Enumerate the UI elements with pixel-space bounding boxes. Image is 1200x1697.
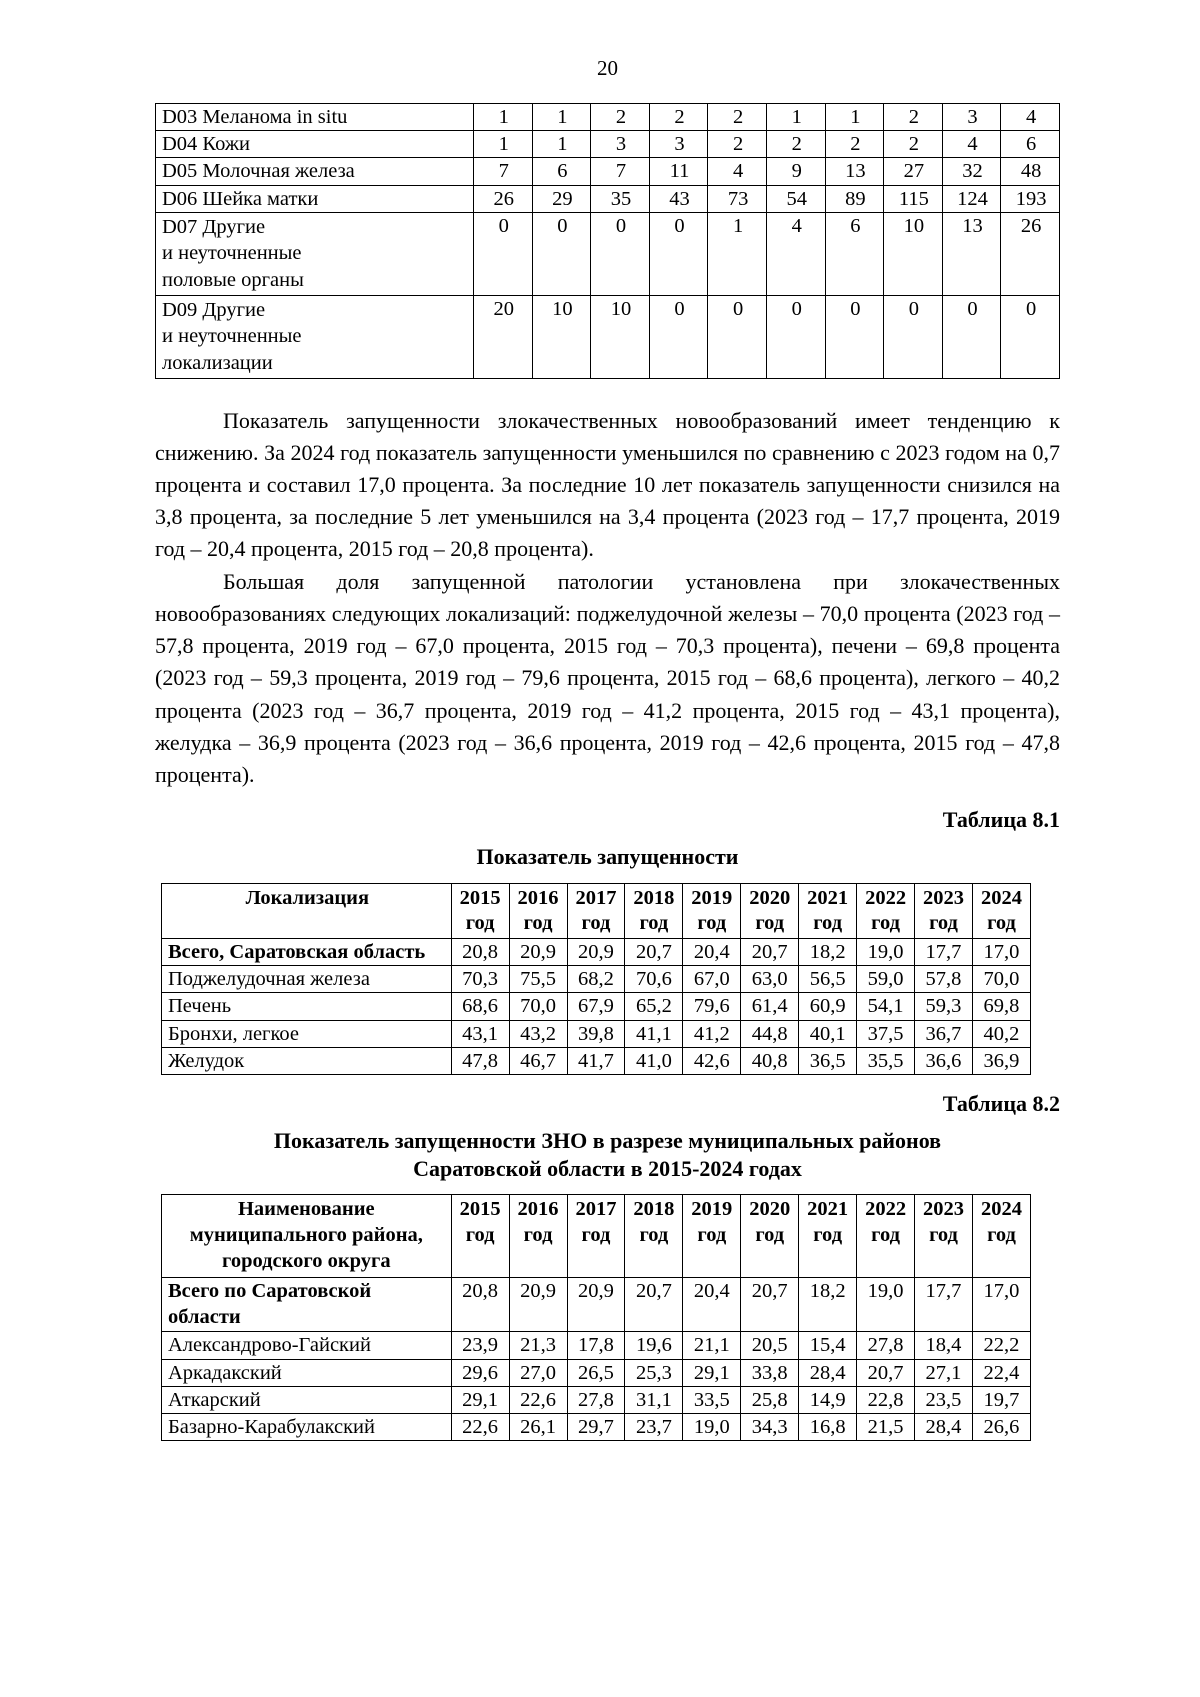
icd-table-body: [156, 104, 1060, 379]
icd-cell-value: 9: [766, 158, 825, 185]
icd-cell-value: 0: [884, 295, 943, 378]
column-header-year: 2016 год: [509, 883, 567, 938]
icd-cell-value: 20: [473, 295, 532, 378]
cell-value: 43,2: [509, 1020, 567, 1047]
cell-value: 41,7: [567, 1047, 625, 1074]
cell-value: 18,2: [799, 938, 857, 965]
cell-value: 40,2: [972, 1020, 1030, 1047]
cell-value: 22,6: [451, 1414, 509, 1441]
cell-value: 79,6: [683, 993, 741, 1020]
icd-cell-value: 0: [766, 295, 825, 378]
cell-value: 20,9: [509, 938, 567, 965]
cell-value: 20,9: [567, 1277, 625, 1332]
table-row: [162, 938, 1031, 965]
column-header-year: 2021 год: [799, 883, 857, 938]
cell-value: 19,0: [683, 1414, 741, 1441]
row-header-name: Всего по Саратовской области: [162, 1277, 452, 1332]
cell-value: 20,9: [567, 938, 625, 965]
cell-value: 17,0: [972, 938, 1030, 965]
icd-cell-value: 2: [591, 104, 650, 131]
icd-cell-value: 32: [942, 158, 1001, 185]
table-row: [162, 993, 1031, 1020]
icd-cell-value: 0: [942, 295, 1001, 378]
cell-value: 70,0: [972, 966, 1030, 993]
cell-value: 23,9: [451, 1332, 509, 1359]
cell-value: 27,8: [857, 1332, 915, 1359]
icd-row-label: D04 Кожи: [156, 131, 474, 158]
cell-value: 22,6: [509, 1386, 567, 1413]
icd-cell-value: 3: [649, 131, 708, 158]
body-text: [155, 405, 1060, 792]
icd-cell-value: 0: [473, 212, 532, 295]
icd-cell-value: 7: [473, 158, 532, 185]
cell-value: 27,0: [509, 1359, 567, 1386]
cell-value: 20,8: [451, 1277, 509, 1332]
icd-cell-value: 2: [708, 131, 767, 158]
icd-cell-value: 13: [825, 158, 884, 185]
icd-cell-value: 10: [532, 295, 591, 378]
cell-value: 20,4: [683, 938, 741, 965]
table-row: [162, 966, 1031, 993]
icd-cell-value: 2: [649, 104, 708, 131]
cell-value: 21,3: [509, 1332, 567, 1359]
cell-value: 33,8: [741, 1359, 799, 1386]
cell-value: 23,7: [625, 1414, 683, 1441]
cell-value: 67,0: [683, 966, 741, 993]
icd-cell-value: 26: [473, 185, 532, 212]
row-header-name: Александрово-Гайский: [162, 1332, 452, 1359]
table-row: [156, 131, 1060, 158]
cell-value: 17,7: [915, 938, 973, 965]
table-82-title: [155, 1127, 1060, 1182]
icd-cell-value: 35: [591, 185, 650, 212]
cell-value: 17,8: [567, 1332, 625, 1359]
cell-value: 37,5: [857, 1020, 915, 1047]
paragraph-neglect-rate: Показатель запущенности злокачественных новообразований имеет тенденцию к снижению. За 2024 год показатель запущенности уменьшился по сравнению с 2023 годом на 0,7 процента и составил 17,0 процента. За последние 10 лет показатель запущенности снизился на 3,8 процента, за последние 5 лет уменьшился на 3,4 процента (2023 год – 17,7 процента, 2019 год – 20,4 процента, 2015 год – 20,8 процента).: [155, 407, 1060, 562]
cell-value: 27,8: [567, 1386, 625, 1413]
icd-cell-value: 6: [825, 212, 884, 295]
cell-value: 16,8: [799, 1414, 857, 1441]
cell-value: 17,7: [915, 1277, 973, 1332]
icd-row-label: D05 Молочная железа: [156, 158, 474, 185]
table-82-label: Таблица 8.2: [942, 1090, 1060, 1116]
page-number: 20: [597, 56, 618, 80]
table-row: [156, 104, 1060, 131]
table-81-body: [162, 938, 1031, 1074]
icd-cell-value: 54: [766, 185, 825, 212]
cell-value: 44,8: [741, 1020, 799, 1047]
column-header-year: 2022 год: [857, 1195, 915, 1277]
cell-value: 23,5: [915, 1386, 973, 1413]
cell-value: 20,9: [509, 1277, 567, 1332]
icd-cell-value: 2: [884, 131, 943, 158]
icd-row-label: D09 Другие и неуточненные локализации: [156, 295, 474, 378]
cell-value: 20,8: [451, 938, 509, 965]
table-row: [162, 1386, 1031, 1413]
column-header-year: 2020 год: [741, 883, 799, 938]
cell-value: 29,1: [451, 1386, 509, 1413]
icd-cell-value: 4: [766, 212, 825, 295]
icd-codes-table: [155, 103, 1060, 379]
table-82-body: [162, 1277, 1031, 1440]
cell-value: 36,6: [915, 1047, 973, 1074]
cell-value: 56,5: [799, 966, 857, 993]
cell-value: 28,4: [915, 1414, 973, 1441]
icd-row-label: D07 Другие и неуточненные половые органы: [156, 212, 474, 295]
table-81-title: Показатель запущенности: [476, 844, 739, 870]
icd-cell-value: 0: [649, 295, 708, 378]
cell-value: 20,4: [683, 1277, 741, 1332]
column-header-year: 2024 год: [972, 1195, 1030, 1277]
cell-value: 36,5: [799, 1047, 857, 1074]
cell-value: 19,0: [857, 1277, 915, 1332]
cell-value: 70,3: [451, 966, 509, 993]
icd-cell-value: 124: [942, 185, 1001, 212]
cell-value: 61,4: [741, 993, 799, 1020]
cell-value: 28,4: [799, 1359, 857, 1386]
row-header-name: Поджелудочная железа: [162, 966, 452, 993]
column-header-year: 2020 год: [741, 1195, 799, 1277]
icd-cell-value: 7: [591, 158, 650, 185]
icd-cell-value: 3: [591, 131, 650, 158]
cell-value: 36,7: [915, 1020, 973, 1047]
cell-value: 69,8: [972, 993, 1030, 1020]
column-header-name: Локализация: [162, 883, 452, 938]
column-header-year: 2017 год: [567, 1195, 625, 1277]
cell-value: 19,0: [857, 938, 915, 965]
icd-cell-value: 43: [649, 185, 708, 212]
icd-cell-value: 13: [942, 212, 1001, 295]
icd-cell-value: 2: [766, 131, 825, 158]
cell-value: 59,3: [915, 993, 973, 1020]
row-header-name: Базарно-Карабулакский: [162, 1414, 452, 1441]
cell-value: 68,2: [567, 966, 625, 993]
cell-value: 29,6: [451, 1359, 509, 1386]
cell-value: 33,5: [683, 1386, 741, 1413]
row-header-name: Желудок: [162, 1047, 452, 1074]
icd-cell-value: 2: [708, 104, 767, 131]
column-header-year: 2015 год: [451, 883, 509, 938]
cell-value: 18,4: [915, 1332, 973, 1359]
cell-value: 21,1: [683, 1332, 741, 1359]
cell-value: 42,6: [683, 1047, 741, 1074]
icd-cell-value: 3: [942, 104, 1001, 131]
icd-cell-value: 1: [532, 131, 591, 158]
cell-value: 29,7: [567, 1414, 625, 1441]
cell-value: 40,1: [799, 1020, 857, 1047]
cell-value: 59,0: [857, 966, 915, 993]
cell-value: 27,1: [915, 1359, 973, 1386]
icd-cell-value: 6: [1001, 131, 1060, 158]
cell-value: 70,0: [509, 993, 567, 1020]
column-header-year: 2016 год: [509, 1195, 567, 1277]
icd-cell-value: 1: [766, 104, 825, 131]
table-header-row: [162, 883, 1031, 938]
table-row: [162, 1277, 1031, 1332]
table-82-title-line1: Показатель запущенности ЗНО в разрезе муниципальных районов: [273, 1127, 942, 1153]
cell-value: 22,2: [972, 1332, 1030, 1359]
column-header-year: 2023 год: [915, 883, 973, 938]
icd-row-label: D06 Шейка матки: [156, 185, 474, 212]
table-row: [162, 1359, 1031, 1386]
cell-value: 46,7: [509, 1047, 567, 1074]
table-row: [156, 295, 1060, 378]
icd-cell-value: 0: [649, 212, 708, 295]
table-81-head: [162, 883, 1031, 938]
table-row: [162, 1020, 1031, 1047]
cell-value: 29,1: [683, 1359, 741, 1386]
icd-cell-value: 1: [473, 104, 532, 131]
icd-cell-value: 1: [825, 104, 884, 131]
icd-cell-value: 1: [532, 104, 591, 131]
column-header-year: 2018 год: [625, 1195, 683, 1277]
table-row: [156, 185, 1060, 212]
icd-cell-value: 115: [884, 185, 943, 212]
cell-value: 25,8: [741, 1386, 799, 1413]
icd-cell-value: 2: [884, 104, 943, 131]
cell-value: 54,1: [857, 993, 915, 1020]
icd-cell-value: 1: [708, 212, 767, 295]
cell-value: 20,7: [625, 1277, 683, 1332]
icd-cell-value: 11: [649, 158, 708, 185]
cell-value: 26,5: [567, 1359, 625, 1386]
table-row: [162, 1047, 1031, 1074]
icd-cell-value: 2: [825, 131, 884, 158]
icd-cell-value: 89: [825, 185, 884, 212]
table-82-neglect-by-district: [161, 1194, 1031, 1441]
cell-value: 20,7: [625, 938, 683, 965]
icd-cell-value: 0: [532, 212, 591, 295]
table-81-neglect-indicator: [161, 883, 1031, 1075]
cell-value: 22,8: [857, 1386, 915, 1413]
cell-value: 34,3: [741, 1414, 799, 1441]
icd-cell-value: 0: [1001, 295, 1060, 378]
cell-value: 75,5: [509, 966, 567, 993]
cell-value: 60,9: [799, 993, 857, 1020]
cell-value: 41,0: [625, 1047, 683, 1074]
cell-value: 18,2: [799, 1277, 857, 1332]
column-header-year: 2021 год: [799, 1195, 857, 1277]
icd-cell-value: 193: [1001, 185, 1060, 212]
icd-cell-value: 73: [708, 185, 767, 212]
cell-value: 41,2: [683, 1020, 741, 1047]
column-header-year: 2017 год: [567, 883, 625, 938]
cell-value: 41,1: [625, 1020, 683, 1047]
cell-value: 63,0: [741, 966, 799, 993]
cell-value: 47,8: [451, 1047, 509, 1074]
cell-value: 39,8: [567, 1020, 625, 1047]
icd-row-label: D03 Меланома in situ: [156, 104, 474, 131]
cell-value: 35,5: [857, 1047, 915, 1074]
icd-cell-value: 10: [884, 212, 943, 295]
column-header-year: 2022 год: [857, 883, 915, 938]
cell-value: 20,5: [741, 1332, 799, 1359]
paragraph-localizations: Большая доля запущенной патологии установлена при злокачественных новообразованиях следующих локализаций: поджелудочной железы – 70,0 процента (2023 год – 57,8 процента, 2019 год – 67,0 процента, 2015 год – 70,3 процента), печени – 69,8 процента (2023 год – 59,3 процента, 2019 год – 79,6 процента, 2015 год – 68,6 процента), легкого – 40,2 процента (2023 год – 36,7 процента, 2019 год – 41,2 процента, 2015 год – 43,1 процента), желудка – 36,9 процента (2023 год – 36,6 процента, 2019 год – 42,6 процента, 2015 год – 47,8 процента).: [155, 568, 1060, 787]
cell-value: 25,3: [625, 1359, 683, 1386]
row-header-name: Аркадакский: [162, 1359, 452, 1386]
cell-value: 70,6: [625, 966, 683, 993]
cell-value: 17,0: [972, 1277, 1030, 1332]
cell-value: 57,8: [915, 966, 973, 993]
icd-cell-value: 0: [591, 212, 650, 295]
icd-cell-value: 4: [942, 131, 1001, 158]
cell-value: 20,7: [741, 1277, 799, 1332]
table-row: [156, 212, 1060, 295]
icd-cell-value: 0: [825, 295, 884, 378]
icd-cell-value: 4: [1001, 104, 1060, 131]
icd-cell-value: 4: [708, 158, 767, 185]
cell-value: 65,2: [625, 993, 683, 1020]
cell-value: 68,6: [451, 993, 509, 1020]
cell-value: 19,6: [625, 1332, 683, 1359]
table-82-head: [162, 1195, 1031, 1277]
icd-cell-value: 26: [1001, 212, 1060, 295]
cell-value: 36,9: [972, 1047, 1030, 1074]
row-header-name: Бронхи, легкое: [162, 1020, 452, 1047]
column-header-year: 2023 год: [915, 1195, 973, 1277]
cell-value: 26,6: [972, 1414, 1030, 1441]
table-row: [156, 158, 1060, 185]
table-81-label: Таблица 8.1: [942, 807, 1060, 833]
icd-cell-value: 0: [708, 295, 767, 378]
column-header-year: 2024 год: [972, 883, 1030, 938]
cell-value: 31,1: [625, 1386, 683, 1413]
row-header-name: Печень: [162, 993, 452, 1020]
column-header-year: 2019 год: [683, 883, 741, 938]
cell-value: 15,4: [799, 1332, 857, 1359]
table-row: [162, 1332, 1031, 1359]
icd-cell-value: 48: [1001, 158, 1060, 185]
icd-cell-value: 1: [473, 131, 532, 158]
cell-value: 43,1: [451, 1020, 509, 1047]
table-header-row: [162, 1195, 1031, 1277]
row-header-name: Всего, Саратовская область: [162, 938, 452, 965]
icd-cell-value: 6: [532, 158, 591, 185]
table-row: [162, 1414, 1031, 1441]
column-header-year: 2018 год: [625, 883, 683, 938]
icd-cell-value: 27: [884, 158, 943, 185]
column-header-name: Наименование муниципального района, городского округа: [162, 1195, 452, 1277]
icd-cell-value: 29: [532, 185, 591, 212]
row-header-name: Аткарский: [162, 1386, 452, 1413]
cell-value: 67,9: [567, 993, 625, 1020]
cell-value: 20,7: [741, 938, 799, 965]
cell-value: 20,7: [857, 1359, 915, 1386]
cell-value: 19,7: [972, 1386, 1030, 1413]
cell-value: 21,5: [857, 1414, 915, 1441]
icd-cell-value: 10: [591, 295, 650, 378]
cell-value: 26,1: [509, 1414, 567, 1441]
table-82-title-line2: Саратовской области в 2015-2024 годах: [413, 1155, 802, 1181]
cell-value: 22,4: [972, 1359, 1030, 1386]
column-header-year: 2015 год: [451, 1195, 509, 1277]
cell-value: 14,9: [799, 1386, 857, 1413]
column-header-year: 2019 год: [683, 1195, 741, 1277]
cell-value: 40,8: [741, 1047, 799, 1074]
